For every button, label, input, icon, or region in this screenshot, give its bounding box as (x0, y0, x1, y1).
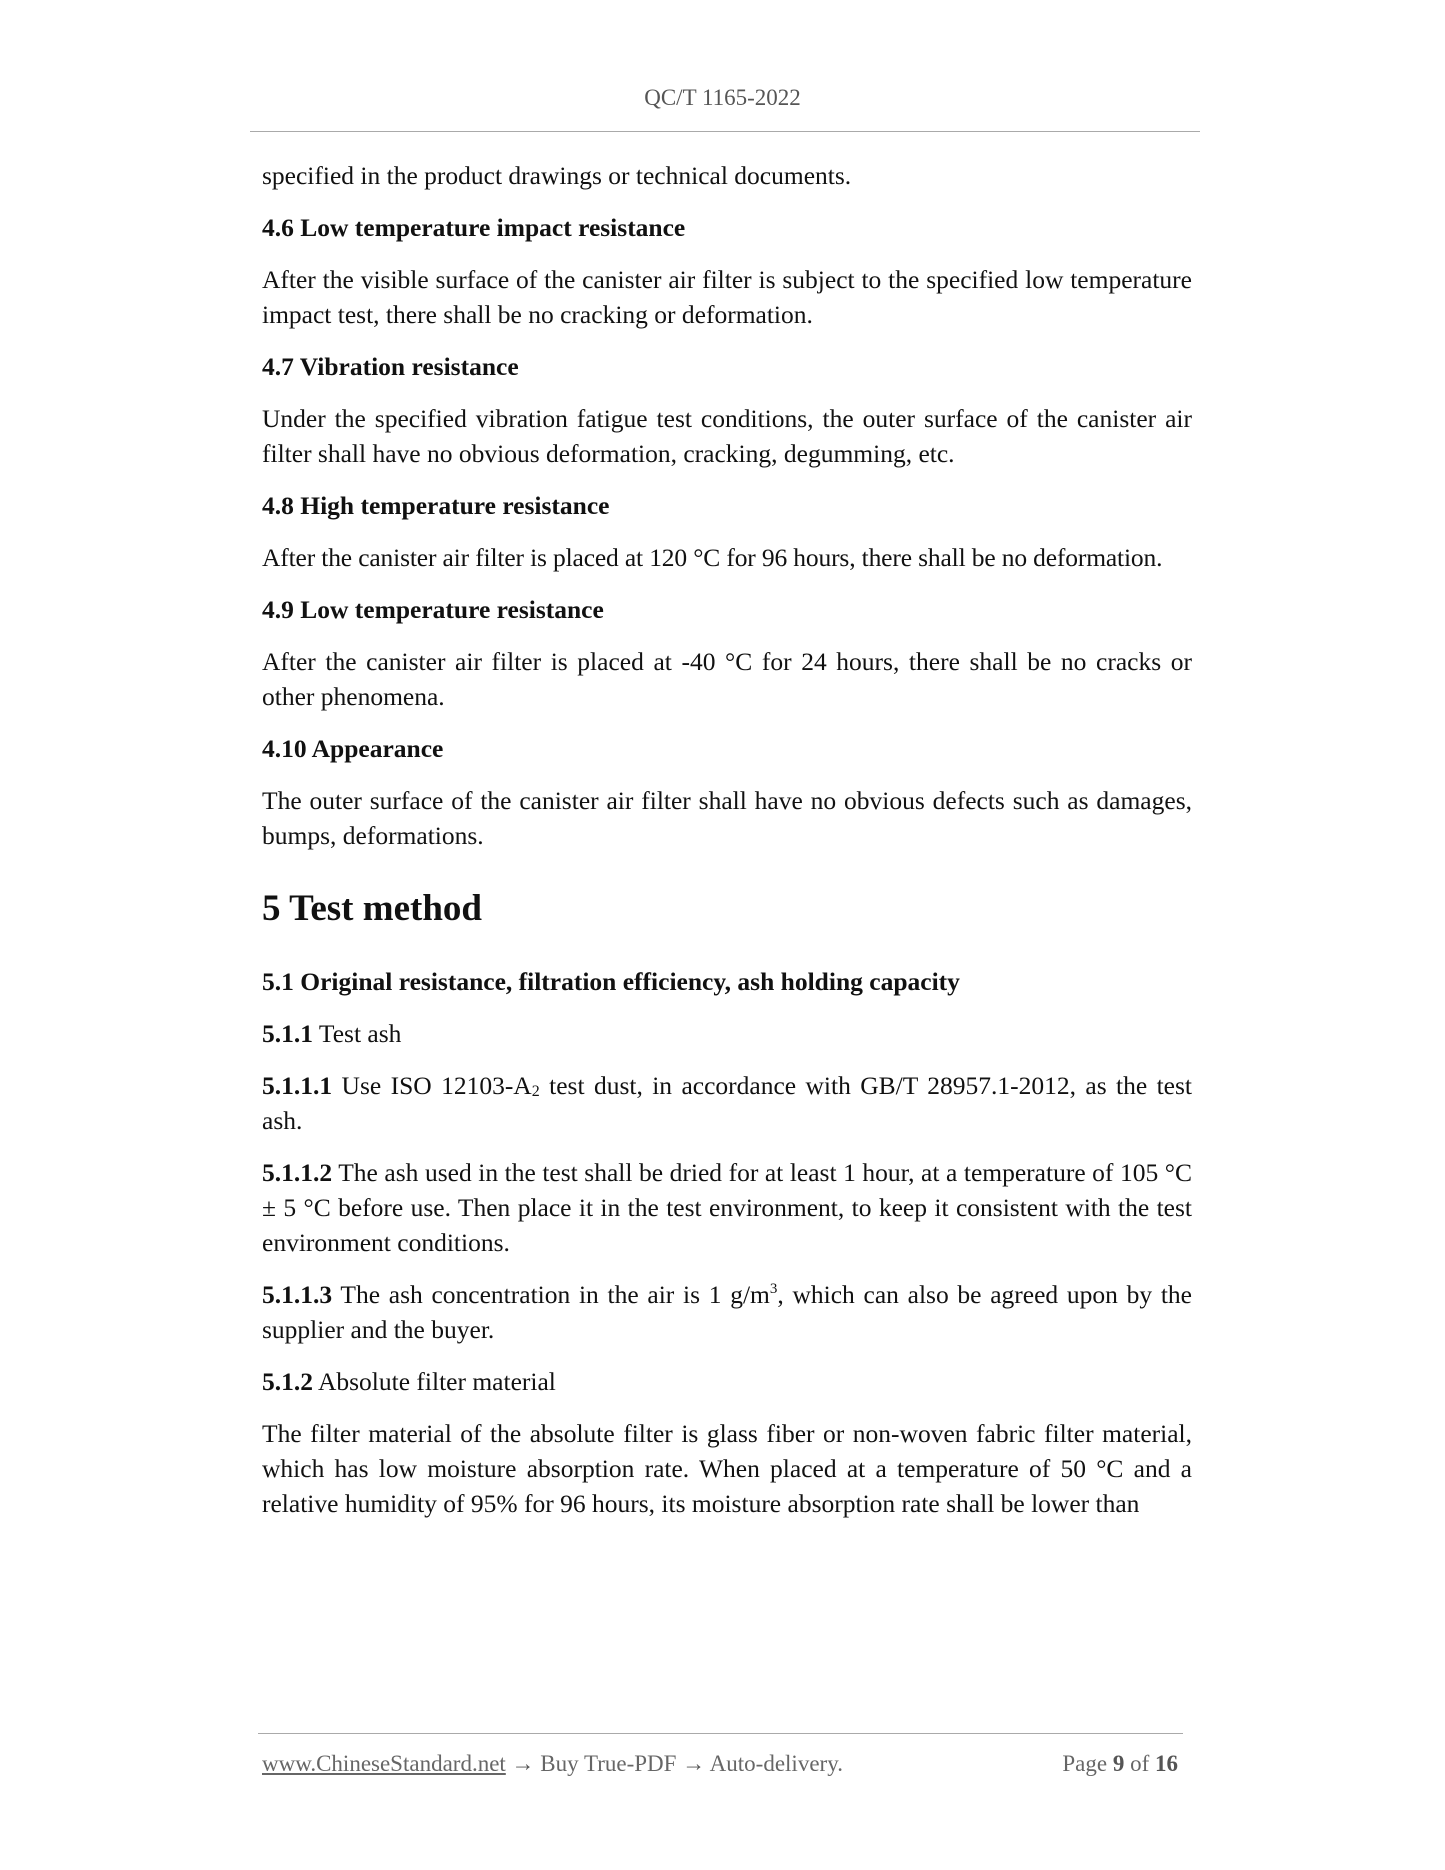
clause-text: The ash used in the test shall be dried for at least 1 hour, at a temperature of 105 °C ± 5 °C before use. Then place it in the test environment, to keep it consistent with the test environment conditions. (262, 1158, 1192, 1257)
page-indicator (1062, 1751, 1178, 1777)
clause-number: 5.1.1 (262, 1019, 313, 1048)
paragraph-4-10: The outer surface of the canister air filter shall have no obvious defects such as damages, bumps, deformations. (262, 786, 1192, 850)
clause-number: 5.1.2 (262, 1367, 313, 1396)
page-label: Page (1062, 1751, 1108, 1776)
clause-text: The ash concentration in the air is 1 g/m (332, 1280, 770, 1309)
heading-5-1: 5.1 Original resistance, filtration efficiency, ash holding capacity (262, 967, 960, 996)
clause-text-continued: , which can also be agreed upon by the supplier and the buyer. (262, 1280, 1192, 1344)
footer-divider (258, 1733, 1183, 1734)
paragraph-continuation: specified in the product drawings or technical documents. (262, 161, 852, 190)
clause-number: 5.1.1.3 (262, 1280, 333, 1309)
header-divider (250, 131, 1200, 132)
footer-delivery-text: Auto-delivery. (709, 1751, 843, 1776)
heading-4-10: 4.10 Appearance (262, 734, 444, 763)
heading-4-6: 4.6 Low temperature impact resistance (262, 213, 686, 242)
total-page-number: 16 (1155, 1751, 1178, 1776)
footer-promo (262, 1751, 843, 1777)
document-body (262, 158, 1192, 1521)
chapter-5-heading: 5 Test method (262, 888, 482, 929)
clause-number: 5.1.1.2 (262, 1158, 333, 1187)
paragraph-5-1-1 (262, 1016, 1192, 1051)
paragraph-4-6: After the visible surface of the canister air filter is subject to the specified low temperature impact test, there shall be no cracking or deformation. (262, 265, 1192, 329)
paragraph-5-1-2-body: The filter material of the absolute filter is glass fiber or non-woven fabric filter material, which has low moisture absorption rate. When placed at a temperature of 50 °C and a relative humidity of 95% for 96 hours, its moisture absorption rate shall be lower than (262, 1419, 1192, 1518)
clause-text-continued: test dust, in accordance with GB/T 28957.1-2012, as the test ash. (262, 1071, 1192, 1135)
paragraph-4-8: After the canister air filter is placed at 120 °C for 96 hours, there shall be no deformation. (262, 543, 1163, 572)
document-header-title: QC/T 1165-2022 (644, 85, 801, 110)
heading-4-7: 4.7 Vibration resistance (262, 352, 519, 381)
clause-number: 5.1.1.1 (262, 1071, 333, 1100)
arrow-right-icon: → (511, 1751, 535, 1776)
paragraph-5-1-1-2 (262, 1155, 1192, 1260)
paragraph-5-1-1-3 (262, 1277, 1192, 1347)
current-page-number: 9 (1112, 1751, 1125, 1776)
of-label: of (1130, 1751, 1150, 1776)
clause-text: Absolute filter material (313, 1367, 556, 1396)
paragraph-5-1-2 (262, 1364, 1192, 1399)
paragraph-4-7: Under the specified vibration fatigue test conditions, the outer surface of the canister air filter shall have no obvious deformation, cracking, degumming, etc. (262, 404, 1192, 468)
arrow-right-icon: → (682, 1751, 706, 1776)
website-link[interactable]: www.ChineseStandard.net (262, 1751, 506, 1776)
paragraph-5-1-1-1 (262, 1068, 1192, 1138)
clause-text: Test ash (313, 1019, 402, 1048)
paragraph-4-9: After the canister air filter is placed at -40 °C for 24 hours, there shall be no cracks or other phenomena. (262, 647, 1192, 711)
heading-4-9: 4.9 Low temperature resistance (262, 595, 604, 624)
heading-4-8: 4.8 High temperature resistance (262, 491, 610, 520)
superscript: 3 (769, 1281, 778, 1297)
clause-text: Use ISO 12103-A (332, 1071, 532, 1100)
subscript: 2 (531, 1083, 540, 1100)
footer-buy-text: Buy True-PDF (540, 1751, 677, 1776)
